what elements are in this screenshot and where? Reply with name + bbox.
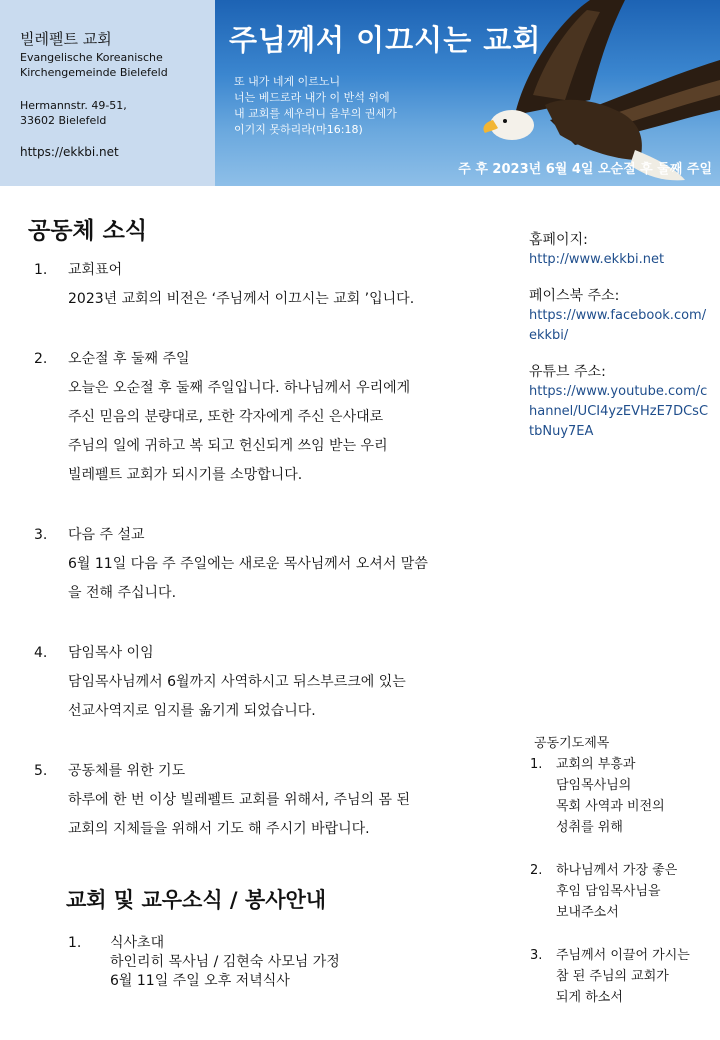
sunday-date: 주 후 2023년 6월 4일 오순절 후 둘째 주일 xyxy=(458,162,712,177)
services-title: 교회 및 교우소식 / 봉사안내 xyxy=(66,888,327,912)
news-line: 2023년 교회의 비전은 ‘주님께서 이끄시는 교회 ’입니다. xyxy=(68,291,415,307)
news-line: 빌레펠트 교회가 되시기를 소망합니다. xyxy=(68,467,303,483)
prayer-line: 하나님께서 가장 좋은 xyxy=(556,863,678,878)
verse-line: 너는 베드로라 내가 이 반석 위에 xyxy=(234,91,390,104)
prayer-number: 3. xyxy=(530,948,543,963)
links-sidebar xyxy=(529,230,709,458)
news-line: 주신 믿음의 분량대로, 또한 각자에게 주신 은사대로 xyxy=(68,409,384,425)
prayer-line: 보내주소서 xyxy=(556,905,619,920)
news-item xyxy=(34,256,494,314)
service-line: 식사초대 xyxy=(110,935,165,951)
community-news-list xyxy=(34,256,494,875)
service-line: 6월 11일 주일 오후 저녁식사 xyxy=(110,973,290,989)
link-heading: 페이스북 주소: xyxy=(529,288,620,304)
news-heading: 공동체를 위한 기도 xyxy=(68,763,186,779)
news-line: 담임목사님께서 6월까지 사역하시고 뒤스부르크에 있는 xyxy=(68,674,406,690)
prayer-line: 후임 담임목사님을 xyxy=(556,884,661,899)
news-number: 5. xyxy=(34,763,48,779)
church-name-ko: 빌레펠트 교회 xyxy=(20,30,112,48)
link-heading: 홈페이지: xyxy=(529,232,588,248)
news-number: 4. xyxy=(34,645,48,661)
banner xyxy=(215,0,720,186)
church-website[interactable]: https://ekkbi.net xyxy=(20,145,119,159)
prayer-number: 2. xyxy=(530,863,543,878)
facebook-link-block xyxy=(529,286,709,346)
prayer-line: 담임목사님의 xyxy=(556,778,632,793)
verse-line: 이기지 못하리라(마16:18) xyxy=(234,123,363,136)
prayer-item xyxy=(530,945,715,1008)
bible-verse xyxy=(234,74,397,138)
news-line: 6월 11일 다음 주 주일에는 새로운 목사님께서 오셔서 말씀 xyxy=(68,556,428,572)
service-item xyxy=(68,934,340,991)
news-line: 주님의 일에 귀하고 복 되고 헌신되게 쓰임 받는 우리 xyxy=(68,438,388,454)
youtube-link-block xyxy=(529,362,709,442)
news-heading: 담임목사 이임 xyxy=(68,645,154,661)
news-number: 3. xyxy=(34,527,48,543)
news-item xyxy=(34,521,494,608)
news-line: 오늘은 오순절 후 둘째 주일입니다. 하나님께서 우리에게 xyxy=(68,380,411,396)
verse-line: 또 내가 네게 이르노니 xyxy=(234,75,341,88)
homepage-link[interactable]: http://www.ekkbi.net xyxy=(529,252,665,267)
prayer-line: 참 된 주님의 교회가 xyxy=(556,969,669,984)
church-name-de xyxy=(20,50,168,80)
church-name-de-line: Kirchengemeinde Bielefeld xyxy=(20,66,168,79)
prayer-line: 교회의 부흥과 xyxy=(556,757,636,772)
service-line: 하인리히 목사님 / 김현숙 사모님 가정 xyxy=(110,954,340,970)
banner-title: 주님께서 이끄시는 교회 xyxy=(229,23,542,57)
service-number: 1. xyxy=(68,935,82,951)
news-line: 하루에 한 번 이상 빌레펠트 교회를 위해서, 주님의 몸 된 xyxy=(68,792,411,808)
homepage-link-block xyxy=(529,230,709,270)
address-line: 33602 Bielefeld xyxy=(20,114,107,127)
prayer-line: 주님께서 이끌어 가시는 xyxy=(556,948,690,963)
news-heading: 다음 주 설교 xyxy=(68,527,145,543)
prayer-requests xyxy=(530,734,715,1030)
youtube-link[interactable]: https://www.youtube.com/channel/UCI4yzEVHzE7DCsCtbNuy7EA xyxy=(529,384,709,439)
prayer-title: 공동기도제목 xyxy=(534,736,610,751)
news-line: 선교사역지로 임지를 옮기게 되었습니다. xyxy=(68,703,316,719)
prayer-line: 목회 사역과 비전의 xyxy=(556,799,665,814)
prayer-item xyxy=(530,754,715,838)
verse-line: 내 교회를 세우리니 음부의 권세가 xyxy=(234,107,397,120)
community-news-title: 공동체 소식 xyxy=(28,218,148,244)
church-info-panel xyxy=(0,0,215,186)
news-heading: 교회표어 xyxy=(68,262,123,278)
prayer-line: 성취를 위해 xyxy=(556,820,623,835)
news-line: 교회의 지체들을 위해서 기도 해 주시기 바랍니다. xyxy=(68,821,370,837)
news-number: 2. xyxy=(34,351,48,367)
news-heading: 오순절 후 둘째 주일 xyxy=(68,351,190,367)
facebook-link[interactable]: https://www.facebook.com/ekkbi/ xyxy=(529,308,707,343)
news-item xyxy=(34,639,494,726)
news-number: 1. xyxy=(34,262,48,278)
address-line: Hermannstr. 49-51, xyxy=(20,99,127,112)
news-line: 을 전해 주십니다. xyxy=(68,585,177,601)
church-name-de-line: Evangelische Koreanische xyxy=(20,51,163,64)
church-address xyxy=(20,98,127,128)
news-item xyxy=(34,757,494,844)
news-item xyxy=(34,345,494,490)
link-heading: 유튜브 주소: xyxy=(529,364,606,380)
prayer-number: 1. xyxy=(530,757,543,772)
prayer-item xyxy=(530,860,715,923)
header xyxy=(0,0,720,186)
prayer-line: 되게 하소서 xyxy=(556,990,623,1005)
